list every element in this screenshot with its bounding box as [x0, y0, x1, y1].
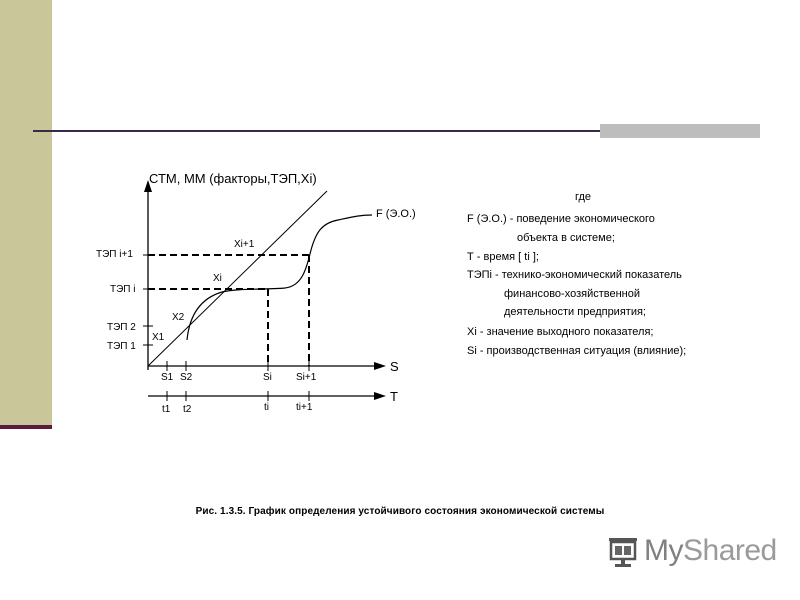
- myshared-logo: [606, 534, 777, 568]
- s-axis-label: S: [390, 359, 399, 374]
- legend-line: финансово-хозяйственной: [504, 288, 641, 300]
- f-curve-label: F (Э.О.): [376, 208, 416, 220]
- logo-text-my: My: [644, 534, 683, 567]
- t-tick-label: t1: [162, 404, 171, 415]
- t-tick-label: ti: [264, 402, 269, 413]
- legend-line: Хi - значение выходного показателя;: [467, 326, 654, 338]
- legend-line: деятельности предприятия;: [504, 306, 646, 318]
- logo-text-shared: Shared: [683, 534, 777, 567]
- s-tick-label: Si: [263, 372, 272, 383]
- y-label-tep-i1: ТЭП i+1: [96, 249, 133, 260]
- t-axis-arrow: [374, 392, 386, 400]
- diagram-top-label: СТМ, ММ (факторы,ТЭП,Хi): [149, 171, 317, 186]
- x-label-xi: Хi: [213, 273, 222, 284]
- legend-line: Т - время [ ti ];: [467, 251, 539, 263]
- x-label-xi1: Хi+1: [234, 239, 255, 250]
- legend-line: объекта в системе;: [517, 232, 615, 244]
- y-label-tep-i: ТЭП i: [110, 284, 136, 295]
- legend-line: Si - производственная ситуация (влияние);: [467, 345, 687, 357]
- y-label-tep-2: ТЭП 2: [107, 322, 136, 333]
- t-axis-label: T: [390, 389, 398, 404]
- legend-line: F (Э.О.) - поведение экономического: [467, 213, 655, 225]
- t-tick-label: t2: [183, 404, 192, 415]
- x-label-x2: Х2: [172, 312, 185, 323]
- s-tick-label: S2: [180, 372, 193, 383]
- s-axis-arrow: [374, 362, 386, 370]
- legend-line: ТЭПi - технико-экономический показатель: [467, 269, 682, 281]
- legend-header: где: [575, 191, 592, 203]
- s-tick-label: S1: [161, 372, 174, 383]
- y-label-tep-1: ТЭП 1: [107, 341, 136, 352]
- logo-text: [644, 534, 777, 568]
- s-tick-label: Si+1: [296, 372, 317, 383]
- figure-caption: Рис. 1.3.5. График определения устойчивого состояния экономической системы: [195, 506, 605, 517]
- presentation-board-icon: [606, 534, 640, 568]
- x-label-x1: Х1: [152, 332, 165, 343]
- t-tick-label: ti+1: [296, 402, 313, 413]
